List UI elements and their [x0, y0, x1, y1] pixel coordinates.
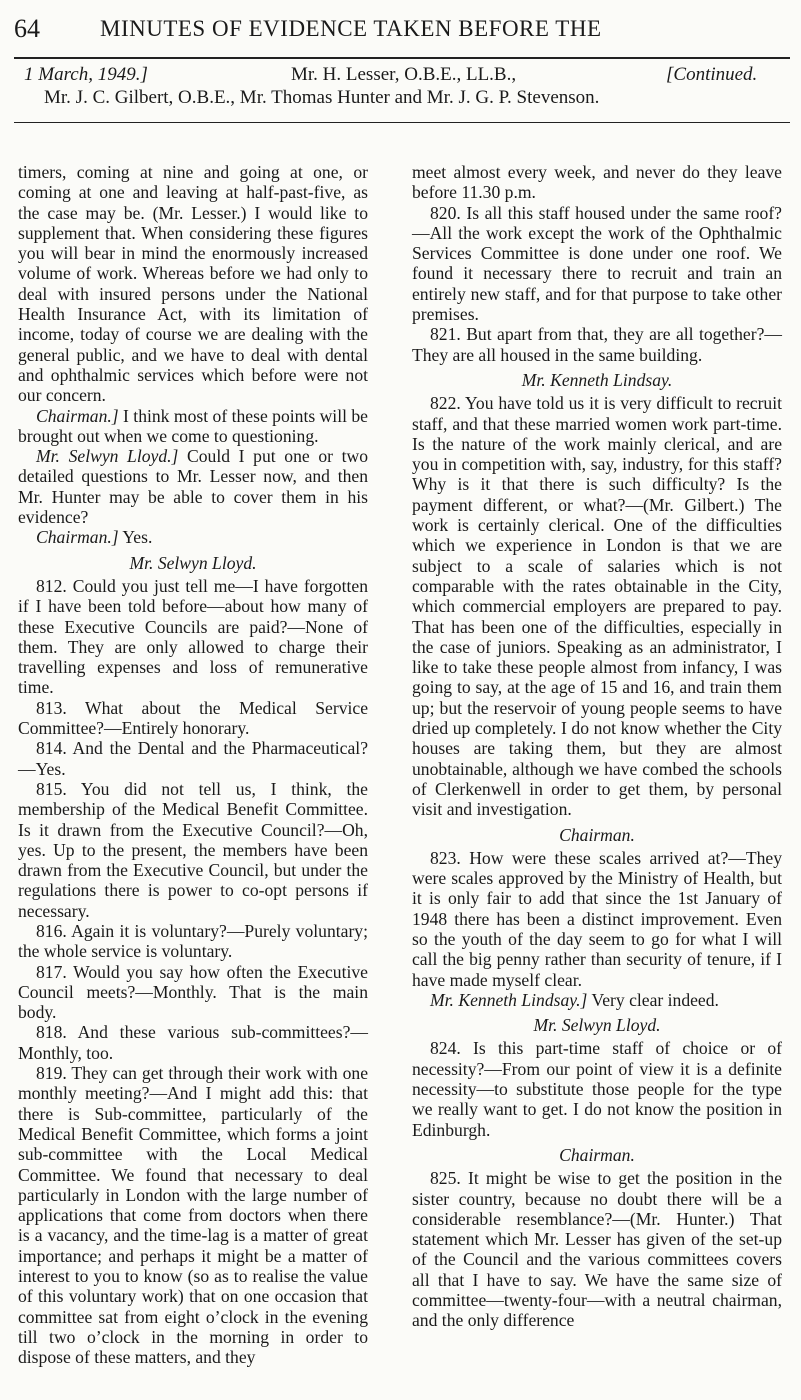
paragraph-text: 823. How were these scales arrived at?—They were scales approved by the Ministry of Health, but it is only fair to add that since the 1st January of 1948 there has been a distinct improvement. Even so the youth of the day seem to go for what I will call the big penny rather than security of tenure, if I have made myself clear. [412, 847, 782, 990]
evidence-paragraph [18, 779, 368, 921]
paragraph-text: 815. You did not tell us, I think, the membership of the Medical Benefit Committee. Is it drawn from the Executive Council?—Oh, yes. Up to the present, the members have been drawn from the Executive Council, but under the regulations there is power to co-opt persons if necessary. [18, 778, 368, 921]
evidence-paragraph [18, 1063, 368, 1367]
witnesses-second: Mr. J. C. Gilbert, O.B.E., Mr. Thomas Hunter and Mr. J. G. P. Stevenson. [44, 87, 600, 108]
evidence-paragraph [18, 406, 368, 447]
speaker-heading: Chairman. [559, 1144, 635, 1165]
evidence-paragraph [18, 738, 368, 779]
paragraph-text: 824. Is this part-time staff of choice or of necessity?—From our point of view it is a definite necessity—to substitute those people for the type we really want to get. I do not know the position in Edinburgh. [412, 1038, 782, 1140]
paragraph-text: Could I put one or two detailed questions to Mr. Lesser now, and then Mr. Hunter may be able to cover them in his evidence? [18, 446, 369, 528]
paragraph-text: 821. But apart from that, they are all together?—They are all housed in the same building. [412, 324, 782, 365]
evidence-paragraph [18, 162, 368, 406]
paragraph-text: 812. Could you just tell me—I have forgotten if I have been told before—about how many of these Executive Councils are paid?—None of them. They are only allowed to charge their travelling expenses and loss of remunerative time. [18, 575, 368, 698]
evidence-paragraph [412, 393, 782, 819]
running-title: MINUTES OF EVIDENCE TAKEN BEFORE THE [100, 16, 602, 41]
speaker-heading: Mr. Selwyn Lloyd. [533, 1015, 661, 1036]
speaker-heading: Mr. Selwyn Lloyd. [129, 552, 257, 573]
paragraph-text: 819. They can get through their work with one monthly meeting?—And I might add this: that there is Sub-committee, particularly of the Medical Benefit Committee, which forms a joint sub-committee with the Local Medical Committee. We found that necessary to deal particularly in London with the large number of applications that come from doctors when there is a vacancy, and the time-lag is a matter of great importance; and perhaps it might be a matter of interest to you to know (so as to realise the value of this voluntary work) that on one occasion that committee sat from eight o’clock in the evening till two o’clock in the morning in order to dispose of these matters, and they [18, 1063, 368, 1368]
paragraph-text: Yes. [118, 527, 153, 548]
header-rule [14, 57, 790, 59]
page-number: 64 [14, 14, 40, 43]
evidence-paragraph [18, 527, 368, 547]
paragraph-text: 820. Is all this staff housed under the same roof?—All the work except the work of the Ophthalmic Services Committee is done under one roof. We found it necessary there to recruit and train an entirely new staff, and for that purpose to take other premises. [412, 202, 782, 325]
speaker-heading: Mr. Kenneth Lindsay. [521, 369, 673, 390]
evidence-paragraph [18, 576, 368, 698]
session-date: 1 March, 1949.] [24, 64, 148, 85]
paragraph-text: 818. And these various sub-committees?—Monthly, too. [18, 1022, 368, 1063]
right-column [412, 162, 782, 1331]
evidence-paragraph [18, 698, 368, 739]
evidence-paragraph [18, 446, 368, 527]
page-header [14, 14, 774, 50]
evidence-paragraph [18, 962, 368, 1023]
paragraph-text: 817. Would you say how often the Executive Council meets?—Monthly. That is the main body. [18, 961, 368, 1023]
evidence-paragraph [412, 162, 782, 203]
paragraph-text: 825. It might be wise to get the position in the sister country, because no doubt there will be a considerable resemblance?—(Mr. Hunter.) That statement which Mr. Lesser has given of the set-up of the Council and the various committees covers all that I have to say. We have the same size of committee—twenty-four—with a neutral chairman, and the only difference [412, 1168, 782, 1331]
paragraph-text: timers, coming at nine and going at one, or coming at one and leaving at half-past-five, as the case may be. (Mr. Lesser.) I would like to supplement that. When considering these figures you will bear in mind the enormously increased volume of work. Whereas before we had only to deal with insured persons under the National Health Insurance Act, with its limitation of income, today of course we are dealing with the general public, and we have to deal with dental and ophthalmic services which before were not our concern. [18, 162, 368, 406]
witnesses-first: Mr. H. Lesser, O.B.E., LL.B., [291, 64, 517, 85]
speaker-prefix: Mr. Kenneth Lindsay.] [430, 989, 588, 1010]
paragraph-text: Very clear indeed. [587, 989, 719, 1010]
evidence-paragraph [18, 921, 368, 962]
paragraph-text: 813. What about the Medical Service Committee?—Entirely honorary. [18, 697, 368, 739]
evidence-paragraph [412, 1038, 782, 1139]
paragraph-text: 822. You have told us it is very difficult to recruit staff, and that these married women work part-time. Is the nature of the work mainly clerical, and are you in competition with, say, industry, for this staff? Why is it that there is such difficulty? Is the payment different, or what?—(Mr. Gilbert.) The work is certainly clerical. One of the difficulties which we experience in London is that we are subject to a scale of salaries which is not comparable with the rates obtainable in the City, which commercial employers are prepared to pay. That has been one of the difficulties, especially in the case of juniors. Speaking as an administrator, I like to take these people almost from infancy, I was going to say, at the age of 15 and 16, and train them up; but the reservoir of young people seems to have dried up completely. I do not know whether the City houses are taking them, but they are almost unobtainable, although we have combed the schools of Clerkenwell in order to get them, by personal visit and investigation. [412, 393, 782, 820]
evidence-paragraph [412, 203, 782, 325]
paragraph-text: meet almost every week, and never do they leave before 11.30 p.m. [412, 162, 782, 203]
paragraph-text: 814. And the Dental and the Pharmaceutical?—Yes. [18, 738, 368, 779]
evidence-paragraph [412, 1168, 782, 1330]
paragraph-text: 816. Again it is voluntary?—Purely voluntary; the whole service is voluntary. [18, 920, 368, 962]
witness-rule [14, 122, 790, 123]
evidence-paragraph [412, 324, 782, 365]
evidence-paragraph [18, 1022, 368, 1063]
evidence-paragraph [412, 848, 782, 990]
evidence-paragraph [412, 990, 782, 1010]
speaker-prefix: Chairman.] [36, 527, 119, 548]
speaker-heading: Chairman. [559, 824, 635, 845]
speaker-prefix: Chairman.] [36, 405, 119, 426]
left-column [18, 162, 368, 1368]
speaker-prefix: Mr. Selwyn Lloyd.] [36, 446, 179, 467]
paragraph-text: I think most of these points will be brought out when we come to questioning. [18, 405, 368, 446]
continued-label: [Continued. [666, 64, 758, 85]
